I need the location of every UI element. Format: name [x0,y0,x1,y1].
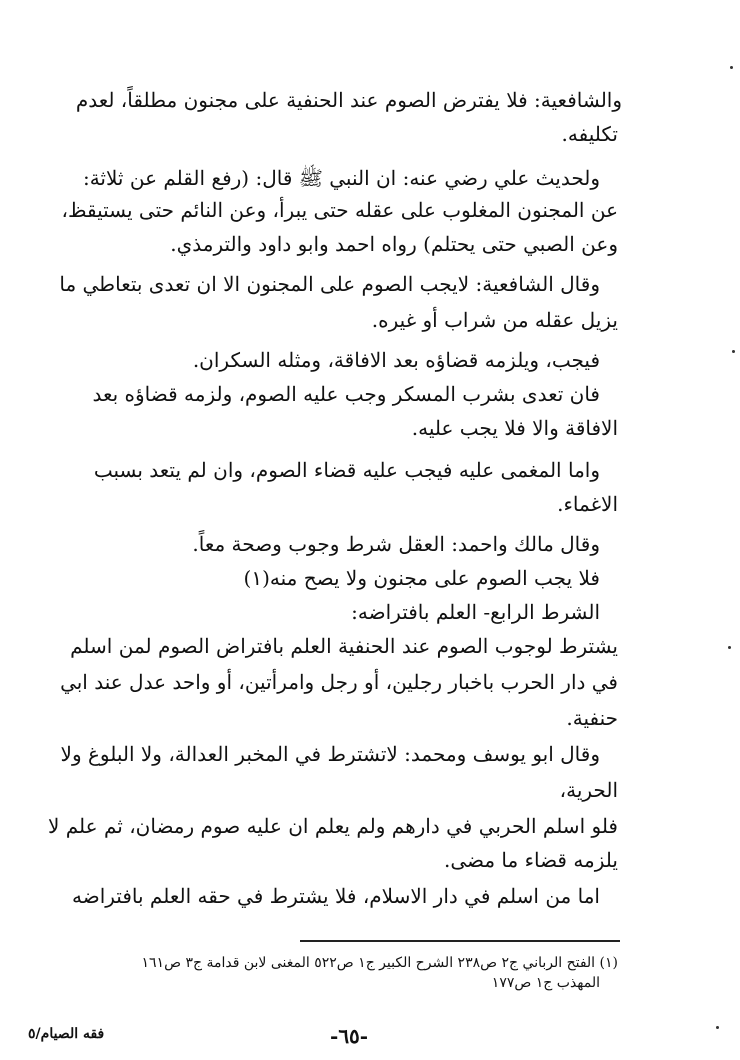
text-line-17: في دار الحرب باخبار رجلين، أو رجل وامرأتين، أو واحد عدل عند ابي [60,670,618,694]
text-line-1: والشافعية: فلا يفترض الصوم عند الحنفية على مجنون مطلقاً، لعدم [75,88,622,112]
footnote-separator [300,940,620,942]
text-line-3: ولحديث علي رضي عنه: ان النبي ﷺ قال: (رفع القلم عن ثلاثة: [82,166,600,190]
scan-speck [732,350,735,353]
text-line-8: فيجب، ويلزمه قضاؤه بعد الافاقة، ومثله السكران. [192,348,600,372]
text-line-10: الافاقة والا فلا يجب عليه. [411,416,618,440]
text-line-14: فلا يجب الصوم على مجنون ولا يصح منه(١) [243,566,600,590]
text-line-7: يزيل عقله من شراب أو غيره. [371,308,618,332]
text-line-11: واما المغمى عليه فيجب عليه قضاء الصوم، وان لم يتعد بسبب [93,458,600,482]
text-line-21: فلو اسلم الحربي في دارهم ولم يعلم ان عليه صوم رمضان، ثم علم لا [47,814,618,838]
text-line-20: الحرية، [559,778,618,802]
footnote-line-2: المهذب ج١ ص١٧٧ [491,975,600,991]
section-heading: الشرط الرابع- العلم بافتراضه: [351,600,600,624]
text-line-2: تكليفه. [561,122,618,146]
text-line-13: وقال مالك واحمد: العقل شرط وجوب وصحة معاً. [192,532,600,556]
text-line-9: فان تعدى بشرب المسكر وجب عليه الصوم، ولزمه قضاؤه بعد [92,382,600,406]
scan-speck [728,646,731,649]
text-line-16: يشترط لوجوب الصوم عند الحنفية العلم بافتراض الصوم لمن اسلم [70,634,618,658]
text-line-5: وعن الصبي حتى يحتلم) رواه احمد وابو داود والترمذي. [170,232,618,256]
text-line-22: يلزمه قضاء ما مضى. [443,848,618,872]
text-line-4: عن المجنون المغلوب على عقله حتى يبرأ، وعن النائم حتى يستيقظ، [61,198,618,222]
text-line-18: حنفية. [566,706,618,730]
text-line-12: الاغماء. [557,492,618,516]
text-line-19: وقال ابو يوسف ومحمد: لاتشترط في المخبر العدالة، ولا البلوغ ولا [60,742,600,766]
scan-speck [716,1026,719,1029]
scan-speck [730,66,733,69]
text-line-6: وقال الشافعية: لايجب الصوم على المجنون الا ان تعدى بتعاطي ما [59,272,600,296]
page-number: -٦٥- [330,1024,369,1048]
footnote-line-1: (١) الفتح الرباني ج٢ ص٢٣٨ الشرح الكبير ج١ ص٥٢٢ المغنى لابن قدامة ج٣ ص١٦١ [141,955,618,971]
text-line-23: اما من اسلم في دار الاسلام، فلا يشترط في حقه العلم بافتراضه [71,884,600,908]
running-footer: فقه الصيام/٥ [28,1026,105,1042]
